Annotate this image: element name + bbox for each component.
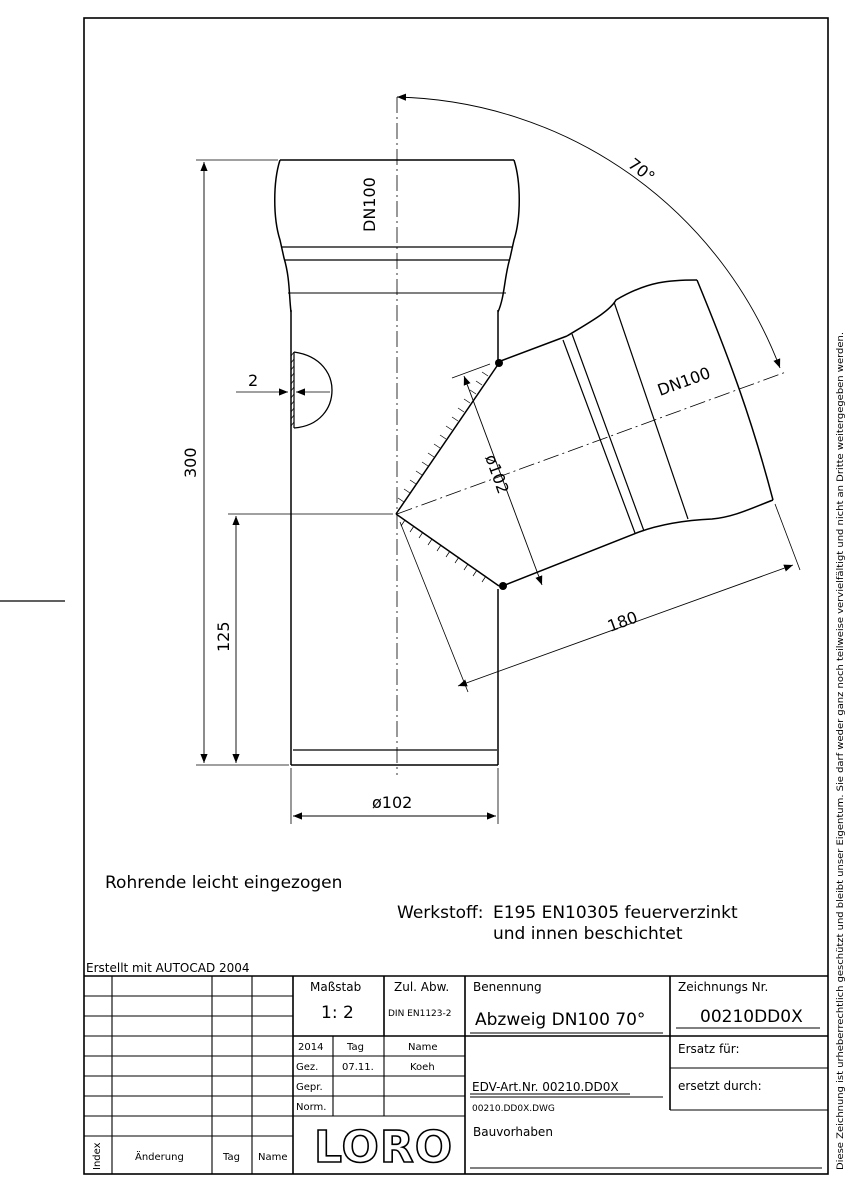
tb-name-label: Name [408, 1042, 438, 1053]
dim-dia-bottom [291, 768, 498, 824]
tb-gepr-label: Gepr. [296, 1082, 323, 1093]
title-block [84, 976, 828, 1174]
tb-massstab-value: 1: 2 [321, 1003, 354, 1023]
tb-zeichnungsnr-label: Zeichnungs Nr. [678, 980, 769, 994]
tb-aenderung-label: Änderung [135, 1152, 184, 1163]
dim-dia-branch-label: ø102 [481, 451, 513, 497]
branch-pipe [495, 280, 773, 590]
tb-dwg: 00210.DD0X.DWG [472, 1104, 555, 1114]
tb-zeichnungsnr-value: 00210DD0X [700, 1007, 803, 1027]
branch-intersection [396, 366, 499, 586]
dim-wall [236, 371, 330, 392]
note-werkstoff-1: E195 EN10305 feuerverzinkt [493, 903, 738, 923]
tb-edv: EDV-Art.Nr. 00210.DD0X [472, 1080, 619, 1094]
tb-ersatz-fuer: Ersatz für: [678, 1042, 740, 1056]
drawing-frame [84, 18, 828, 1174]
tb-gez-label: Gez. [296, 1062, 319, 1073]
tb-tag-label: Tag [347, 1042, 364, 1053]
dim-length-branch-label: 180 [604, 607, 641, 636]
copyright-notice: Diese Zeichnung ist urheberrechtlich geschützt und bleibt unser Eigentum. Sie darf weder ganz noch teilweise vervielfältigt und nicht an Dritte weitergegeben werden. [836, 414, 846, 1170]
dn-branch-label: DN100 [654, 363, 713, 400]
dim-angle [397, 97, 780, 368]
note-rohrende: Rohrende leicht eingezogen [105, 873, 343, 893]
tb-benennung-label: Benennung [473, 980, 542, 994]
tb-year: 2014 [298, 1042, 324, 1053]
note-werkstoff-2: und innen beschichtet [493, 924, 683, 944]
tb-benennung-value: Abzweig DN100 70° [475, 1010, 646, 1030]
note-werkstoff-label: Werkstoff: [397, 903, 484, 923]
tb-massstab-label: Maßstab [310, 980, 362, 994]
dim-height-total-label: 300 [181, 447, 200, 478]
loro-logo: LORO [314, 1122, 454, 1173]
tb-tag2-label: Tag [223, 1152, 240, 1163]
tb-gez-tag: 07.11. [342, 1062, 374, 1073]
dim-height-total [181, 160, 289, 765]
tb-name2-label: Name [258, 1152, 288, 1163]
center-lines [397, 97, 786, 775]
dim-dia-bottom-label: ø102 [372, 793, 413, 812]
dim-angle-label: 70° [624, 154, 659, 187]
tb-ersetzt-durch: ersetzt durch: [678, 1079, 762, 1093]
note-erstellt: Erstellt mit AUTOCAD 2004 [86, 961, 250, 975]
tb-index-label: Index [92, 1142, 103, 1170]
tb-zulabw-value: DIN EN1123-2 [388, 1009, 452, 1019]
dim-height-branch [214, 514, 393, 763]
dim-height-branch-label: 125 [214, 621, 233, 652]
weld-section [291, 352, 332, 428]
dn-main-label: DN100 [360, 177, 379, 232]
dim-dia-branch [452, 364, 542, 585]
dim-length-branch [400, 504, 800, 692]
tb-zulabw-label: Zul. Abw. [394, 980, 450, 994]
tb-gez-name: Koeh [410, 1062, 435, 1073]
dim-wall-label: 2 [248, 371, 259, 390]
tb-bauvorhaben: Bauvorhaben [473, 1125, 553, 1139]
tb-norm-label: Norm. [296, 1102, 327, 1113]
